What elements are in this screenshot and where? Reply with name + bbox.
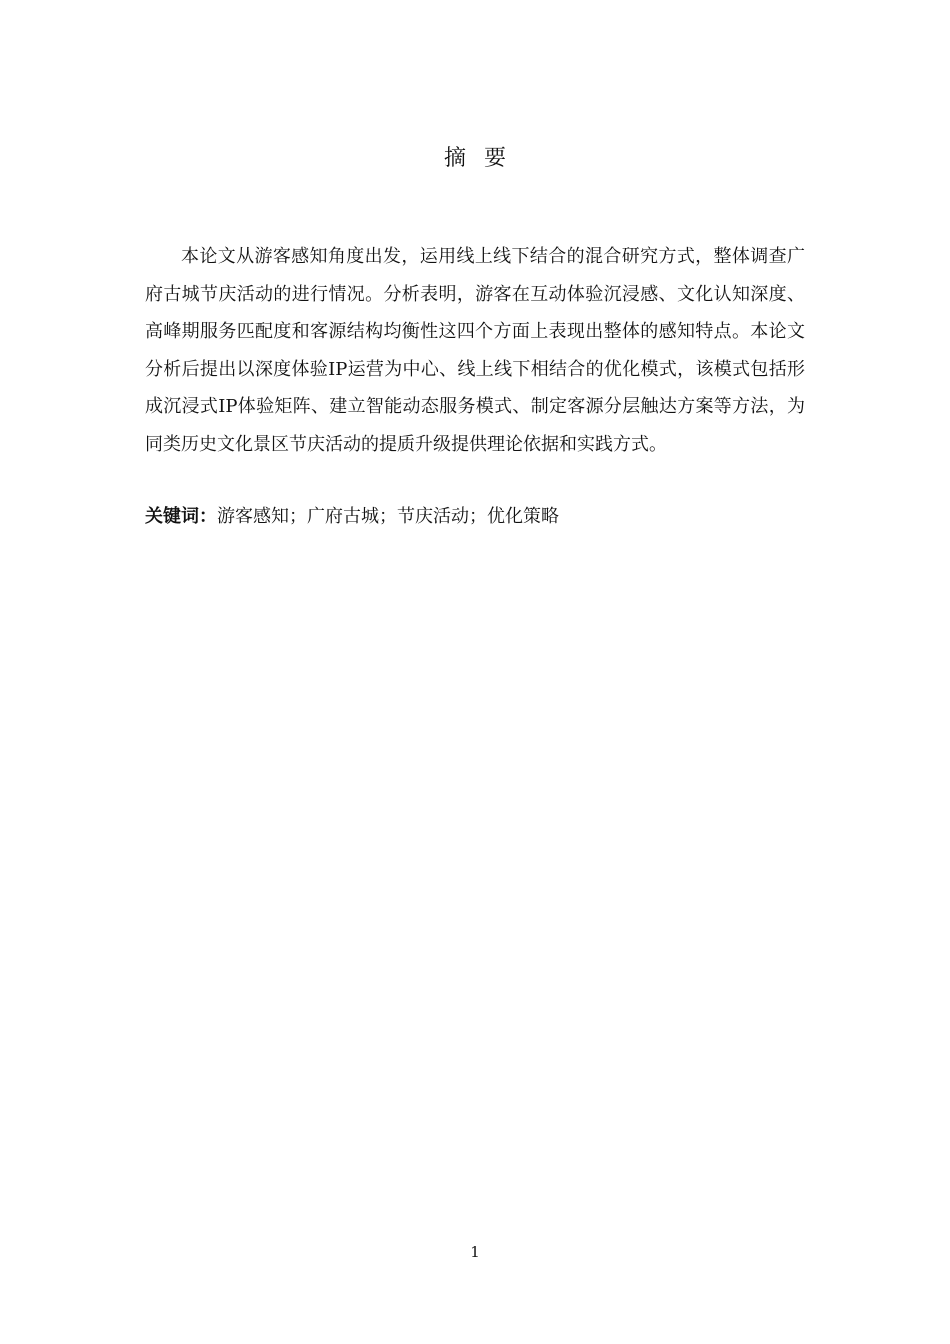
keywords-line — [145, 498, 805, 536]
page-title: 摘要 — [443, 145, 524, 171]
keywords-label: 关键词： — [145, 506, 217, 527]
abstract-paragraph: 本论文从游客感知角度出发，运用线上线下结合的混合研究方式，整体调查广府古城节庆活动的进行情况。分析表明，游客在互动体验沉浸感、文化认知深度、高峰期服务匹配度和客源结构均衡性这四个方面上表现出整体的感知特点。本论文分析后提出以深度体验IP运营为中心、线上线下相结合的优化模式，该模式包括形成沉浸式IP体验矩阵、建立智能动态服务模式、制定客源分层触达方案等方法，为同类历史文化景区节庆活动的提质升级提供理论依据和实践方式。 — [145, 246, 805, 455]
page-number: 1 — [470, 1243, 480, 1261]
keywords-text: 游客感知；广府古城；节庆活动；优化策略 — [217, 506, 559, 527]
